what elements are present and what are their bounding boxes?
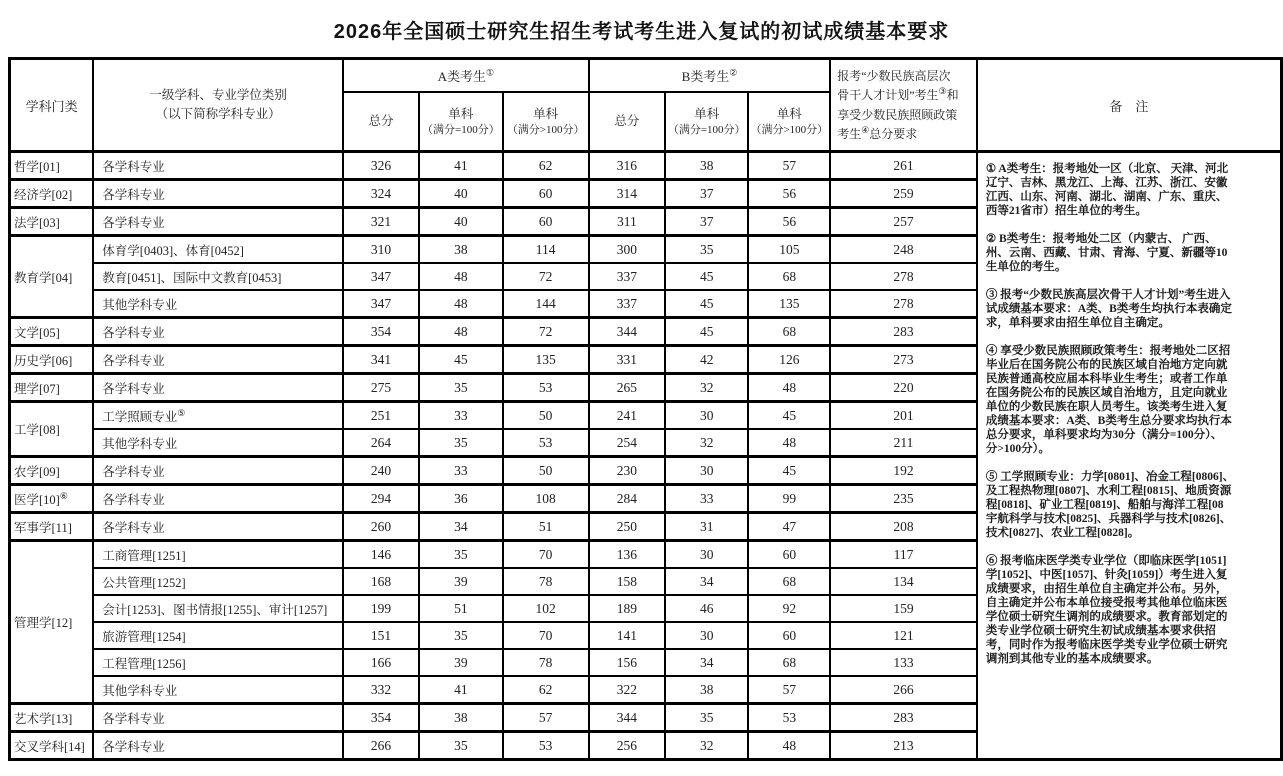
score-cell: 32 [665,429,748,457]
score-cell: 57 [748,152,830,180]
score-cell: 354 [343,318,419,346]
score-cell: 300 [589,236,665,264]
score-cell: 266 [830,676,977,704]
header-row-groups [10,59,1282,93]
score-cell: 324 [343,180,419,208]
remark-note: ③ 报考“少数民族高层次骨干人才计划”考生进入 试成绩基本要求：A类、B类考生均执行本表确定 求，单科要求由招生单位自主确定。 [985,289,1232,329]
category-cell: 教育学[04] [10,236,94,318]
header-b-single-eq100: 单科 （满分=100分） [665,92,748,152]
major-cell: 各学科专业 [93,374,343,402]
score-cell: 50 [503,402,589,430]
score-cell: 213 [830,732,977,760]
score-cell: 30 [665,622,748,649]
score-cell: 60 [503,180,589,208]
score-cell: 133 [830,649,977,676]
score-cell: 45 [748,402,830,430]
score-cell: 278 [830,263,977,290]
score-cell: 48 [748,374,830,402]
major-cell: 各学科专业 [93,732,343,760]
remark-note: ② B类考生：报考地处二区（内蒙古、 广西、 州、云南、西藏、甘肃、青海、宁夏、新疆等10 生单位的考生。 [985,233,1228,273]
score-cell: 314 [589,180,665,208]
score-cell: 72 [503,318,589,346]
score-cell: 337 [589,263,665,290]
score-cell: 108 [503,485,589,513]
major-cell: 各学科专业 [93,457,343,485]
score-cell: 35 [419,374,502,402]
score-cell: 37 [665,180,748,208]
category-cell: 军事学[11] [10,513,94,541]
category-cell: 医学[10]⑥ [10,485,94,513]
score-cell: 68 [748,318,830,346]
category-cell: 管理学[12] [10,541,94,704]
header-discipline-line2: （以下简称学科专业） [155,107,281,121]
score-cell: 261 [830,152,977,180]
score-cell: 265 [589,374,665,402]
score-cell: 250 [589,513,665,541]
major-cell: 各学科专业 [93,208,343,236]
score-cell: 53 [503,732,589,760]
score-cell: 41 [419,152,502,180]
score-cell: 32 [665,374,748,402]
score-cell: 33 [419,402,502,430]
score-cell: 135 [503,346,589,374]
score-cell: 99 [748,485,830,513]
header-group-a: A类考生① [343,59,589,93]
score-cell: 48 [748,429,830,457]
category-cell: 经济学[02] [10,180,94,208]
score-cell: 34 [419,513,502,541]
score-cell: 62 [503,152,589,180]
table-row [10,152,1282,180]
score-cell: 32 [665,732,748,760]
score-cell: 35 [419,429,502,457]
score-cell: 136 [589,541,665,569]
header-discipline [93,59,343,152]
score-cell: 68 [748,649,830,676]
score-cell: 42 [665,346,748,374]
score-cell: 275 [343,374,419,402]
header-a-total: 总分 [343,92,419,152]
score-cell: 168 [343,568,419,595]
score-cell: 31 [665,513,748,541]
score-cell: 51 [419,595,502,622]
major-cell: 各学科专业 [93,346,343,374]
score-cell: 56 [748,180,830,208]
header-b-single-gt100: 单科 （满分>100分） [748,92,830,152]
score-cell: 53 [503,374,589,402]
header-remarks: 备 注 [977,59,1282,152]
score-cell: 45 [419,346,502,374]
score-cell: 278 [830,290,977,318]
score-cell: 40 [419,180,502,208]
score-cell: 70 [503,622,589,649]
score-cell: 251 [343,402,419,430]
score-cell: 156 [589,649,665,676]
score-cell: 62 [503,676,589,704]
score-cell: 273 [830,346,977,374]
header-group-b: B类考生② [589,59,830,93]
score-cell: 151 [343,622,419,649]
score-cell: 60 [503,208,589,236]
header-subject-category: 学科门类 [10,59,94,152]
score-cell: 256 [589,732,665,760]
score-cell: 114 [503,236,589,264]
score-cell: 30 [665,541,748,569]
score-cell: 105 [748,236,830,264]
score-cell: 35 [419,541,502,569]
score-cell: 48 [419,263,502,290]
category-cell: 交叉学科[14] [10,732,94,760]
score-cell: 47 [748,513,830,541]
score-cell: 38 [665,676,748,704]
score-cell: 48 [419,318,502,346]
score-cell: 259 [830,180,977,208]
score-cell: 283 [830,318,977,346]
score-cell: 322 [589,676,665,704]
score-cell: 199 [343,595,419,622]
score-cell: 311 [589,208,665,236]
header-discipline-line1: 一级学科、专业学位类别 [149,88,287,102]
score-cell: 35 [419,732,502,760]
category-cell: 法学[03] [10,208,94,236]
score-cell: 144 [503,290,589,318]
score-cell: 230 [589,457,665,485]
score-cell: 39 [419,649,502,676]
score-cell: 48 [419,290,502,318]
major-cell: 各学科专业 [93,180,343,208]
major-cell: 各学科专业 [93,513,343,541]
score-cell: 102 [503,595,589,622]
score-cell: 354 [343,704,419,732]
score-cell: 158 [589,568,665,595]
score-cell: 53 [748,704,830,732]
score-cell: 60 [748,541,830,569]
major-cell: 工程管理[1256] [93,649,343,676]
score-cell: 70 [503,541,589,569]
remark-note: ⑥ 报考临床医学类专业学位（即临床医学[1051] 学[1052]、中医[1057]、针灸[1059]）考生进入复 成绩要求，由招生单位自主确定并公布。另外， 自主确定并公布本单位接受报考其他单位临床医 学位硕士研究生调剂的成绩要求。教育部划定的 类专业学位硕士研究生初试成绩基本要求供招 考，同时作为报考临床医学类专业学位硕士研究 调剂到其他专业的基本成绩要求。 [985,555,1228,665]
score-cell: 68 [748,568,830,595]
score-cell: 240 [343,457,419,485]
score-cell: 48 [748,732,830,760]
score-cell: 78 [503,568,589,595]
footnote-2-marker: ② [729,67,738,78]
score-cell: 50 [503,457,589,485]
score-cell: 51 [503,513,589,541]
score-cell: 30 [665,402,748,430]
score-cell: 192 [830,457,977,485]
page-title: 2026年全国硕士研究生招生考试考生进入复试的初试成绩基本要求 [333,21,950,43]
score-cell: 341 [343,346,419,374]
score-cell: 347 [343,263,419,290]
score-cell: 57 [503,704,589,732]
score-cell: 344 [589,318,665,346]
score-cell: 46 [665,595,748,622]
score-cell: 35 [665,236,748,264]
score-cell: 57 [748,676,830,704]
score-cell: 257 [830,208,977,236]
score-cell: 45 [665,318,748,346]
score-cell: 53 [503,429,589,457]
score-cell: 337 [589,290,665,318]
score-cell: 92 [748,595,830,622]
score-cell: 254 [589,429,665,457]
score-cell: 283 [830,704,977,732]
score-cell: 41 [419,676,502,704]
score-cell: 60 [748,622,830,649]
major-cell: 工商管理[1251] [93,541,343,569]
score-cell: 68 [748,263,830,290]
score-cell: 326 [343,152,419,180]
score-cell: 37 [665,208,748,236]
score-cell: 264 [343,429,419,457]
score-cell: 266 [343,732,419,760]
score-cell: 121 [830,622,977,649]
score-cell: 78 [503,649,589,676]
major-cell: 各学科专业 [93,152,343,180]
major-cell: 各学科专业 [93,485,343,513]
score-cell: 310 [343,236,419,264]
major-cell: 各学科专业 [93,318,343,346]
score-cell: 33 [665,485,748,513]
category-cell: 哲学[01] [10,152,94,180]
score-cell: 72 [503,263,589,290]
score-cell: 316 [589,152,665,180]
score-cell: 38 [419,236,502,264]
score-cell: 332 [343,676,419,704]
score-cell: 321 [343,208,419,236]
score-cell: 248 [830,236,977,264]
score-cell: 56 [748,208,830,236]
header-minority-policy: 报考“少数民族高层次 骨干人才计划”考生③和 享受少数民族照顾政策 考生④总分要求 [830,59,977,152]
category-cell: 历史学[06] [10,346,94,374]
score-cell: 45 [748,457,830,485]
score-cell: 344 [589,704,665,732]
major-cell: 工学照顾专业⑤ [93,402,343,430]
score-cell: 117 [830,541,977,569]
remark-note: ① A类考生：报考地处一区（北京、 天津、河北 辽宁、吉林、黑龙江、上海、江苏、浙江、安徽 江西、山东、河南、湖北、湖南、广东、重庆、 西等21省市）招生单位的考生。 [985,163,1229,217]
score-cell: 166 [343,649,419,676]
category-cell: 艺术学[13] [10,704,94,732]
score-cell: 36 [419,485,502,513]
category-cell: 文学[05] [10,318,94,346]
score-cell: 260 [343,513,419,541]
score-cell: 141 [589,622,665,649]
major-cell: 公共管理[1252] [93,568,343,595]
score-cell: 294 [343,485,419,513]
header-a-single-gt100: 单科 （满分>100分） [503,92,589,152]
score-cell: 134 [830,568,977,595]
score-cell: 347 [343,290,419,318]
score-cell: 331 [589,346,665,374]
major-cell: 其他学科专业 [93,429,343,457]
score-cell: 189 [589,595,665,622]
major-cell: 各学科专业 [93,704,343,732]
score-cell: 45 [665,290,748,318]
score-cell: 201 [830,402,977,430]
score-cell: 208 [830,513,977,541]
score-cell: 35 [665,704,748,732]
score-cell: 235 [830,485,977,513]
score-cell: 284 [589,485,665,513]
major-cell: 会计[1253]、图书情报[1255]、审计[1257] [93,595,343,622]
category-cell: 工学[08] [10,402,94,457]
score-cell: 45 [665,263,748,290]
score-cell: 34 [665,649,748,676]
remark-note: ⑤ 工学照顾专业：力学[0801]、冶金工程[0806]、 及工程热物理[0807]、水利工程[0815]、地质资源 程[0818]、矿业工程[0819]、船舶与海洋工程[08 宇航科学与技术[0825]、兵器科学与技术[0826]、 技术[0827]、农业工程[0828]。 [985,471,1235,539]
score-cell: 30 [665,457,748,485]
major-cell: 其他学科专业 [93,290,343,318]
remark-note: ④ 享受少数民族照顾政策考生：报考地处二区招 毕业后在国务院公布的民族区域自治地方定向就 民族普通高校应届本科毕业生考生；或者工作单 在国务院公布的民族区域自治地方，且定向就业 单位的少数民族在职人员考生。该类考生进入复 成绩基本要求：A类、B类考生总分要求均执行本 总分要求，单科要求均为30分（满分=100分）、 分>100分）。 [985,345,1232,455]
score-cell: 40 [419,208,502,236]
score-cell: 38 [665,152,748,180]
score-cell: 126 [748,346,830,374]
category-cell: 农学[09] [10,457,94,485]
score-cell: 34 [665,568,748,595]
score-cell: 220 [830,374,977,402]
score-cell: 38 [419,704,502,732]
footnote-1-marker: ① [485,67,495,78]
major-cell: 其他学科专业 [93,676,343,704]
header-a-single-eq100: 单科 （满分=100分） [419,92,502,152]
major-cell: 教育[0451]、国际中文教育[0453] [93,263,343,290]
major-cell: 体育学[0403]、体育[0452] [93,236,343,264]
score-cell: 241 [589,402,665,430]
remarks-cell [977,152,1282,760]
header-b-total: 总分 [589,92,665,152]
score-cell: 33 [419,457,502,485]
score-cell: 35 [419,622,502,649]
category-cell: 理学[07] [10,374,94,402]
major-cell: 旅游管理[1254] [93,622,343,649]
score-cell: 146 [343,541,419,569]
score-cell: 211 [830,429,977,457]
score-cell: 159 [830,595,977,622]
score-requirements-table [8,57,1283,761]
score-cell: 135 [748,290,830,318]
score-cell: 39 [419,568,502,595]
